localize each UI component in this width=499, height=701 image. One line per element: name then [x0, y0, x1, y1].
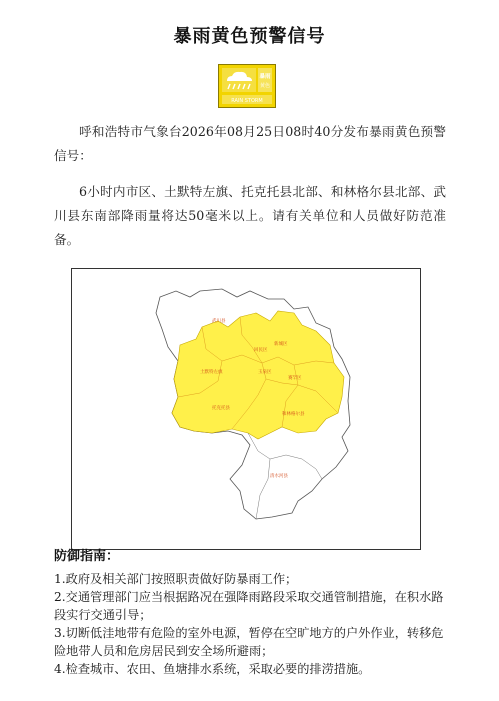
map-label-xincheng: 新城区	[274, 342, 288, 347]
guide-item: 1.政府及相关部门按照职责做好防暴雨工作；	[54, 572, 298, 586]
map-label-qingshuihe: 清水河县	[270, 474, 288, 479]
map-label-tuoketuo: 托克托县	[212, 406, 230, 411]
page-title: 暴雨黄色预警信号	[173, 26, 326, 47]
map-label-huimin: 回民区	[254, 348, 268, 353]
guide-item: 4.检查城市、农田、鱼塘排水系统，采取必要的排涝措施。	[54, 662, 371, 676]
map-label-yuquan: 玉泉区	[258, 370, 272, 375]
rainstorm-yellow-warning-icon	[218, 64, 276, 108]
warning-area-map	[71, 268, 421, 550]
forecast-paragraph: 6小时内市区、土默特左旗、托克托县北部、和林格尔县北部、武川县东南部降雨量将达50毫米以上。请有关单位和人员做好防范准备。	[54, 184, 446, 247]
guide-item: 2.交通管理部门应当根据路况在强降雨路段采取交通管制措施，在积水路段实行交通引导；	[54, 590, 444, 622]
guide-title: 防御指南：	[54, 549, 120, 564]
signal-en-text: RAIN STORM	[231, 98, 263, 104]
signal-sub-text: 黄色	[259, 83, 271, 89]
guide-list	[54, 570, 454, 678]
signal-badge-text: 暴雨	[259, 74, 271, 80]
map-label-wuchuan: 武川县	[212, 319, 226, 324]
guide-item: 3.切断低洼地带有危险的室外电源，暂停在空旷地方的户外作业，转移危险地带人员和危房居民到安全场所避雨；	[54, 626, 444, 658]
issue-paragraph: 呼和浩特市气象台2026年08月25日08时40分发布暴雨黄色预警信号：	[54, 124, 446, 163]
map-label-helinge-er: 和林格尔县	[282, 412, 305, 417]
map-label-tumote-zuoqi: 土默特左旗	[200, 370, 223, 375]
map-label-saihan: 赛罕区	[288, 376, 302, 381]
